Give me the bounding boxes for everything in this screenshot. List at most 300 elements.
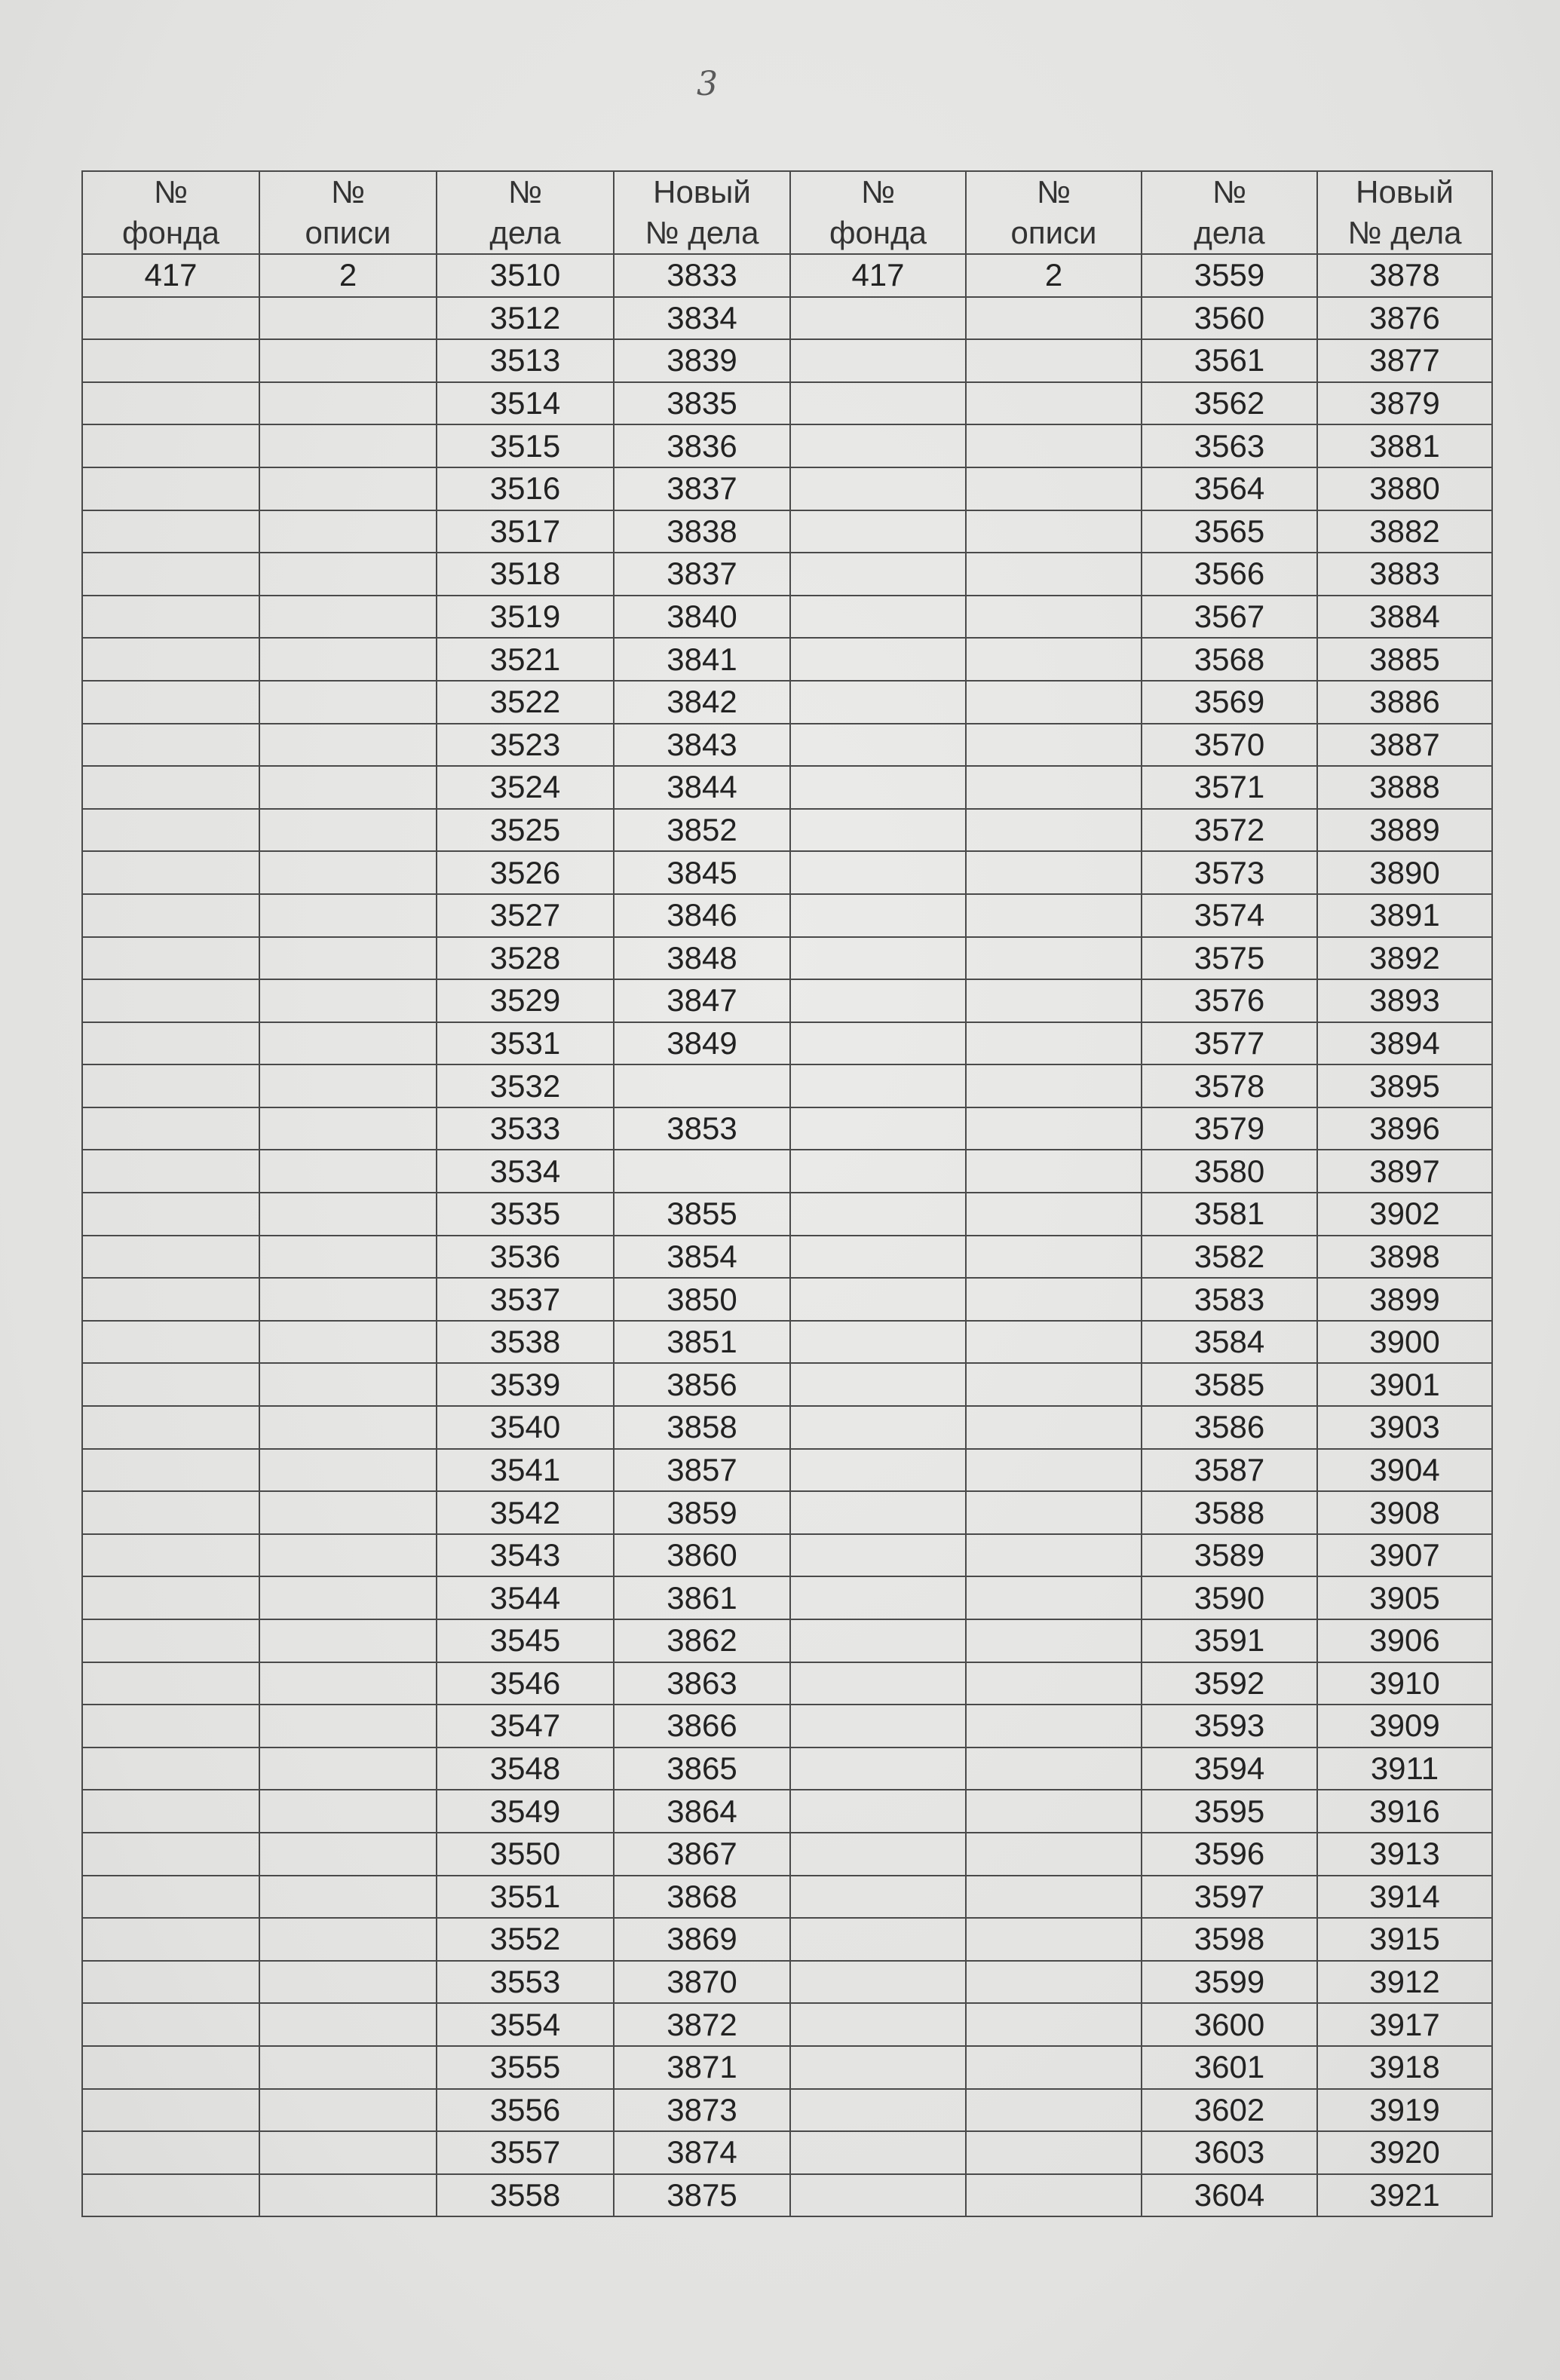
opis-cell-right xyxy=(966,937,1142,980)
new-delo-cell-right: 3889 xyxy=(1317,809,1492,852)
header-new-delo-left: Новый № дела xyxy=(614,171,790,254)
fond-cell-left xyxy=(82,724,259,767)
table-row xyxy=(82,2003,1492,2046)
opis-cell-left xyxy=(259,1790,437,1833)
fond-cell-left xyxy=(82,2131,259,2174)
delo-cell-left: 3521 xyxy=(437,638,614,681)
new-delo-cell-left xyxy=(614,1064,790,1107)
delo-cell-left: 3542 xyxy=(437,1491,614,1534)
opis-cell-right xyxy=(966,339,1142,382)
table-row xyxy=(82,1236,1492,1279)
new-delo-cell-left: 3853 xyxy=(614,1107,790,1150)
opis-cell-left xyxy=(259,2174,437,2217)
case-renumbering-table xyxy=(81,170,1493,2217)
new-delo-cell-right: 3880 xyxy=(1317,467,1492,510)
fond-cell-left xyxy=(82,1961,259,2004)
header-delo-left: № дела xyxy=(437,171,614,254)
header-fond-right: № фонда xyxy=(790,171,966,254)
table-row xyxy=(82,638,1492,681)
table-row xyxy=(82,1833,1492,1876)
fond-cell-right xyxy=(790,1662,966,1705)
new-delo-cell-right: 3920 xyxy=(1317,2131,1492,2174)
fond-cell-right xyxy=(790,1491,966,1534)
opis-cell-right xyxy=(966,1705,1142,1747)
new-delo-cell-right: 3898 xyxy=(1317,1236,1492,1279)
fond-cell-right xyxy=(790,1022,966,1065)
table-row xyxy=(82,1406,1492,1449)
delo-cell-left: 3528 xyxy=(437,937,614,980)
fond-cell-right xyxy=(790,979,966,1022)
fond-cell-right xyxy=(790,1833,966,1876)
new-delo-cell-left: 3857 xyxy=(614,1449,790,1492)
opis-cell-left xyxy=(259,724,437,767)
delo-cell-left: 3553 xyxy=(437,1961,614,2004)
delo-cell-left: 3533 xyxy=(437,1107,614,1150)
opis-cell-left xyxy=(259,851,437,894)
opis-cell-right xyxy=(966,851,1142,894)
opis-cell-left xyxy=(259,382,437,425)
opis-cell-left xyxy=(259,1321,437,1364)
fond-cell-left xyxy=(82,1876,259,1919)
opis-cell-right xyxy=(966,424,1142,467)
delo-cell-right: 3565 xyxy=(1142,510,1317,553)
delo-cell-right: 3592 xyxy=(1142,1662,1317,1705)
delo-cell-right: 3583 xyxy=(1142,1278,1317,1321)
opis-cell-right xyxy=(966,1363,1142,1406)
delo-cell-right: 3573 xyxy=(1142,851,1317,894)
delo-cell-right: 3590 xyxy=(1142,1576,1317,1619)
new-delo-cell-left: 3864 xyxy=(614,1790,790,1833)
new-delo-cell-left: 3837 xyxy=(614,467,790,510)
table-row xyxy=(82,382,1492,425)
table-row xyxy=(82,937,1492,980)
delo-cell-right: 3588 xyxy=(1142,1491,1317,1534)
fond-cell-left: 417 xyxy=(82,254,259,297)
fond-cell-right xyxy=(790,1150,966,1193)
opis-cell-right xyxy=(966,681,1142,724)
fond-cell-left xyxy=(82,382,259,425)
new-delo-cell-right: 3891 xyxy=(1317,894,1492,937)
new-delo-cell-right: 3910 xyxy=(1317,1662,1492,1705)
fond-cell-right xyxy=(790,1876,966,1919)
table-row xyxy=(82,254,1492,297)
opis-cell-right xyxy=(966,596,1142,639)
fond-cell-left xyxy=(82,1321,259,1364)
fond-cell-right xyxy=(790,1236,966,1279)
table-row xyxy=(82,681,1492,724)
fond-cell-right xyxy=(790,1961,966,2004)
new-delo-cell-left: 3839 xyxy=(614,339,790,382)
fond-cell-left xyxy=(82,1449,259,1492)
fond-cell-right xyxy=(790,766,966,809)
opis-cell-left xyxy=(259,1236,437,1279)
new-delo-cell-right: 3921 xyxy=(1317,2174,1492,2217)
opis-cell-left xyxy=(259,681,437,724)
new-delo-cell-right: 3918 xyxy=(1317,2046,1492,2089)
fond-cell-right xyxy=(790,1406,966,1449)
delo-cell-left: 3543 xyxy=(437,1534,614,1577)
delo-cell-right: 3586 xyxy=(1142,1406,1317,1449)
delo-cell-left: 3541 xyxy=(437,1449,614,1492)
opis-cell-right xyxy=(966,724,1142,767)
new-delo-cell-right: 3908 xyxy=(1317,1491,1492,1534)
table-row xyxy=(82,851,1492,894)
new-delo-cell-left: 3835 xyxy=(614,382,790,425)
opis-cell-right xyxy=(966,1534,1142,1577)
new-delo-cell-left: 3863 xyxy=(614,1662,790,1705)
delo-cell-left: 3531 xyxy=(437,1022,614,1065)
opis-cell-left xyxy=(259,1833,437,1876)
fond-cell-right xyxy=(790,1449,966,1492)
fond-cell-right xyxy=(790,1918,966,1961)
fond-cell-right xyxy=(790,1321,966,1364)
delo-cell-right: 3598 xyxy=(1142,1918,1317,1961)
opis-cell-right xyxy=(966,1321,1142,1364)
opis-cell-right xyxy=(966,1064,1142,1107)
new-delo-cell-right: 3899 xyxy=(1317,1278,1492,1321)
fond-cell-right xyxy=(790,2003,966,2046)
opis-cell-right xyxy=(966,2174,1142,2217)
delo-cell-right: 3564 xyxy=(1142,467,1317,510)
table-row xyxy=(82,2046,1492,2089)
opis-cell-right: 2 xyxy=(966,254,1142,297)
header-opis-right: № описи xyxy=(966,171,1142,254)
fond-cell-left xyxy=(82,1833,259,1876)
delo-cell-right: 3572 xyxy=(1142,809,1317,852)
new-delo-cell-left: 3868 xyxy=(614,1876,790,1919)
fond-cell-left xyxy=(82,1278,259,1321)
delo-cell-right: 3597 xyxy=(1142,1876,1317,1919)
new-delo-cell-right: 3904 xyxy=(1317,1449,1492,1492)
delo-cell-right: 3581 xyxy=(1142,1193,1317,1236)
opis-cell-left xyxy=(259,1876,437,1919)
fond-cell-right xyxy=(790,1619,966,1662)
opis-cell-left xyxy=(259,894,437,937)
fond-cell-left xyxy=(82,1363,259,1406)
delo-cell-right: 3603 xyxy=(1142,2131,1317,2174)
new-delo-cell-left: 3858 xyxy=(614,1406,790,1449)
opis-cell-left xyxy=(259,424,437,467)
delo-cell-right: 3577 xyxy=(1142,1022,1317,1065)
fond-cell-left xyxy=(82,1193,259,1236)
delo-cell-left: 3532 xyxy=(437,1064,614,1107)
opis-cell-left xyxy=(259,1961,437,2004)
opis-cell-left xyxy=(259,339,437,382)
new-delo-cell-right: 3878 xyxy=(1317,254,1492,297)
opis-cell-left xyxy=(259,937,437,980)
new-delo-cell-left: 3869 xyxy=(614,1918,790,1961)
fond-cell-right xyxy=(790,1193,966,1236)
table-row xyxy=(82,1790,1492,1833)
opis-cell-right xyxy=(966,1961,1142,2004)
opis-cell-left xyxy=(259,297,437,340)
new-delo-cell-right: 3913 xyxy=(1317,1833,1492,1876)
new-delo-cell-left: 3874 xyxy=(614,2131,790,2174)
delo-cell-left: 3554 xyxy=(437,2003,614,2046)
new-delo-cell-left: 3849 xyxy=(614,1022,790,1065)
opis-cell-right xyxy=(966,2046,1142,2089)
delo-cell-left: 3525 xyxy=(437,809,614,852)
new-delo-cell-left: 3859 xyxy=(614,1491,790,1534)
delo-cell-right: 3593 xyxy=(1142,1705,1317,1747)
fond-cell-left xyxy=(82,1491,259,1534)
new-delo-cell-left: 3875 xyxy=(614,2174,790,2217)
opis-cell-left xyxy=(259,638,437,681)
new-delo-cell-right: 3902 xyxy=(1317,1193,1492,1236)
fond-cell-right xyxy=(790,2046,966,2089)
opis-cell-left xyxy=(259,1363,437,1406)
opis-cell-left xyxy=(259,766,437,809)
delo-cell-left: 3539 xyxy=(437,1363,614,1406)
table-row xyxy=(82,1321,1492,1364)
opis-cell-right xyxy=(966,894,1142,937)
new-delo-cell-right: 3909 xyxy=(1317,1705,1492,1747)
new-delo-cell-right: 3905 xyxy=(1317,1576,1492,1619)
fond-cell-left xyxy=(82,1747,259,1790)
delo-cell-left: 3514 xyxy=(437,382,614,425)
delo-cell-left: 3558 xyxy=(437,2174,614,2217)
fond-cell-left xyxy=(82,510,259,553)
new-delo-cell-right: 3895 xyxy=(1317,1064,1492,1107)
delo-cell-right: 3587 xyxy=(1142,1449,1317,1492)
delo-cell-left: 3523 xyxy=(437,724,614,767)
fond-cell-right xyxy=(790,681,966,724)
fond-cell-right xyxy=(790,553,966,596)
opis-cell-right xyxy=(966,2089,1142,2132)
delo-cell-right: 3596 xyxy=(1142,1833,1317,1876)
fond-cell-left xyxy=(82,937,259,980)
new-delo-cell-right: 3916 xyxy=(1317,1790,1492,1833)
table-row xyxy=(82,766,1492,809)
fond-cell-left xyxy=(82,297,259,340)
delo-cell-left: 3515 xyxy=(437,424,614,467)
new-delo-cell-right: 3884 xyxy=(1317,596,1492,639)
delo-cell-left: 3544 xyxy=(437,1576,614,1619)
delo-cell-left: 3552 xyxy=(437,1918,614,1961)
new-delo-cell-left: 3840 xyxy=(614,596,790,639)
new-delo-cell-left: 3872 xyxy=(614,2003,790,2046)
fond-cell-left xyxy=(82,1790,259,1833)
fond-cell-left xyxy=(82,596,259,639)
fond-cell-right xyxy=(790,638,966,681)
table-row xyxy=(82,339,1492,382)
delo-cell-left: 3551 xyxy=(437,1876,614,1919)
new-delo-cell-right: 3912 xyxy=(1317,1961,1492,2004)
new-delo-cell-left: 3838 xyxy=(614,510,790,553)
fond-cell-left xyxy=(82,339,259,382)
new-delo-cell-left: 3866 xyxy=(614,1705,790,1747)
fond-cell-right xyxy=(790,2131,966,2174)
opis-cell-right xyxy=(966,467,1142,510)
header-fond-left: № фонда xyxy=(82,171,259,254)
delo-cell-right: 3601 xyxy=(1142,2046,1317,2089)
opis-cell-left xyxy=(259,2046,437,2089)
new-delo-cell-right: 3886 xyxy=(1317,681,1492,724)
table-body xyxy=(82,254,1492,2216)
table-row xyxy=(82,297,1492,340)
opis-cell-right xyxy=(966,1619,1142,1662)
delo-cell-right: 3591 xyxy=(1142,1619,1317,1662)
opis-cell-right xyxy=(966,2131,1142,2174)
opis-cell-right xyxy=(966,1790,1142,1833)
delo-cell-left: 3546 xyxy=(437,1662,614,1705)
new-delo-cell-left xyxy=(614,1150,790,1193)
delo-cell-left: 3513 xyxy=(437,339,614,382)
table-row xyxy=(82,1193,1492,1236)
opis-cell-right xyxy=(966,1876,1142,1919)
delo-cell-left: 3527 xyxy=(437,894,614,937)
opis-cell-right xyxy=(966,1662,1142,1705)
new-delo-cell-right: 3900 xyxy=(1317,1321,1492,1364)
table-row xyxy=(82,1064,1492,1107)
fond-cell-right xyxy=(790,2089,966,2132)
new-delo-cell-right: 3896 xyxy=(1317,1107,1492,1150)
fond-cell-right xyxy=(790,1705,966,1747)
table-row xyxy=(82,2131,1492,2174)
delo-cell-right: 3604 xyxy=(1142,2174,1317,2217)
fond-cell-left xyxy=(82,979,259,1022)
delo-cell-right: 3582 xyxy=(1142,1236,1317,1279)
opis-cell-right xyxy=(966,1576,1142,1619)
new-delo-cell-left: 3834 xyxy=(614,297,790,340)
fond-cell-right xyxy=(790,1107,966,1150)
delo-cell-right: 3595 xyxy=(1142,1790,1317,1833)
table-row xyxy=(82,596,1492,639)
table-row xyxy=(82,894,1492,937)
new-delo-cell-left: 3865 xyxy=(614,1747,790,1790)
table-row xyxy=(82,1662,1492,1705)
opis-cell-left xyxy=(259,2089,437,2132)
table-row xyxy=(82,1534,1492,1577)
fond-cell-right xyxy=(790,297,966,340)
fond-cell-right xyxy=(790,1278,966,1321)
opis-cell-left xyxy=(259,1662,437,1705)
delo-cell-left: 3529 xyxy=(437,979,614,1022)
fond-cell-left xyxy=(82,1534,259,1577)
new-delo-cell-left: 3843 xyxy=(614,724,790,767)
new-delo-cell-right: 3883 xyxy=(1317,553,1492,596)
fond-cell-right xyxy=(790,851,966,894)
table-row xyxy=(82,2174,1492,2217)
opis-cell-left xyxy=(259,1705,437,1747)
delo-cell-right: 3580 xyxy=(1142,1150,1317,1193)
new-delo-cell-left: 3844 xyxy=(614,766,790,809)
fond-cell-left xyxy=(82,2003,259,2046)
delo-cell-left: 3555 xyxy=(437,2046,614,2089)
new-delo-cell-right: 3893 xyxy=(1317,979,1492,1022)
delo-cell-right: 3567 xyxy=(1142,596,1317,639)
delo-cell-right: 3571 xyxy=(1142,766,1317,809)
opis-cell-left xyxy=(259,1576,437,1619)
fond-cell-left xyxy=(82,1150,259,1193)
fond-cell-right xyxy=(790,1576,966,1619)
new-delo-cell-left: 3836 xyxy=(614,424,790,467)
opis-cell-left xyxy=(259,1278,437,1321)
fond-cell-right xyxy=(790,510,966,553)
table-row xyxy=(82,1705,1492,1747)
table-row xyxy=(82,2089,1492,2132)
opis-cell-right xyxy=(966,1918,1142,1961)
delo-cell-left: 3540 xyxy=(437,1406,614,1449)
fond-cell-right xyxy=(790,1064,966,1107)
delo-cell-left: 3534 xyxy=(437,1150,614,1193)
new-delo-cell-left: 3852 xyxy=(614,809,790,852)
new-delo-cell-right: 3887 xyxy=(1317,724,1492,767)
delo-cell-left: 3522 xyxy=(437,681,614,724)
delo-cell-right: 3579 xyxy=(1142,1107,1317,1150)
fond-cell-left xyxy=(82,2174,259,2217)
opis-cell-left xyxy=(259,2003,437,2046)
new-delo-cell-right: 3914 xyxy=(1317,1876,1492,1919)
table-row xyxy=(82,1876,1492,1919)
table-row xyxy=(82,1619,1492,1662)
opis-cell-right xyxy=(966,1107,1142,1150)
header-delo-right: № дела xyxy=(1142,171,1317,254)
delo-cell-right: 3559 xyxy=(1142,254,1317,297)
fond-cell-left xyxy=(82,1705,259,1747)
opis-cell-right xyxy=(966,1833,1142,1876)
fond-cell-right xyxy=(790,467,966,510)
opis-cell-right xyxy=(966,1747,1142,1790)
delo-cell-left: 3517 xyxy=(437,510,614,553)
opis-cell-left xyxy=(259,1064,437,1107)
opis-cell-left xyxy=(259,979,437,1022)
new-delo-cell-right: 3919 xyxy=(1317,2089,1492,2132)
opis-cell-left xyxy=(259,553,437,596)
delo-cell-right: 3566 xyxy=(1142,553,1317,596)
opis-cell-right xyxy=(966,553,1142,596)
delo-cell-left: 3549 xyxy=(437,1790,614,1833)
opis-cell-right xyxy=(966,766,1142,809)
fond-cell-right xyxy=(790,1790,966,1833)
delo-cell-right: 3568 xyxy=(1142,638,1317,681)
fond-cell-right xyxy=(790,2174,966,2217)
opis-cell-right xyxy=(966,297,1142,340)
opis-cell-right xyxy=(966,1150,1142,1193)
opis-cell-left xyxy=(259,1107,437,1150)
new-delo-cell-right: 3901 xyxy=(1317,1363,1492,1406)
fond-cell-left xyxy=(82,553,259,596)
delo-cell-right: 3589 xyxy=(1142,1534,1317,1577)
new-delo-cell-right: 3911 xyxy=(1317,1747,1492,1790)
new-delo-cell-left: 3861 xyxy=(614,1576,790,1619)
delo-cell-left: 3537 xyxy=(437,1278,614,1321)
fond-cell-left xyxy=(82,766,259,809)
table-row xyxy=(82,424,1492,467)
new-delo-cell-left: 3860 xyxy=(614,1534,790,1577)
fond-cell-right: 417 xyxy=(790,254,966,297)
fond-cell-right xyxy=(790,339,966,382)
fond-cell-left xyxy=(82,2089,259,2132)
opis-cell-left xyxy=(259,596,437,639)
table-row xyxy=(82,1747,1492,1790)
delo-cell-left: 3512 xyxy=(437,297,614,340)
fond-cell-right xyxy=(790,1534,966,1577)
table-row xyxy=(82,979,1492,1022)
table-row xyxy=(82,1491,1492,1534)
fond-cell-left xyxy=(82,2046,259,2089)
fond-cell-left xyxy=(82,638,259,681)
opis-cell-right xyxy=(966,1193,1142,1236)
page-number: 3 xyxy=(697,65,718,103)
new-delo-cell-right: 3882 xyxy=(1317,510,1492,553)
delo-cell-left: 3548 xyxy=(437,1747,614,1790)
delo-cell-left: 3557 xyxy=(437,2131,614,2174)
delo-cell-left: 3510 xyxy=(437,254,614,297)
opis-cell-right xyxy=(966,638,1142,681)
delo-cell-left: 3526 xyxy=(437,851,614,894)
new-delo-cell-right: 3879 xyxy=(1317,382,1492,425)
